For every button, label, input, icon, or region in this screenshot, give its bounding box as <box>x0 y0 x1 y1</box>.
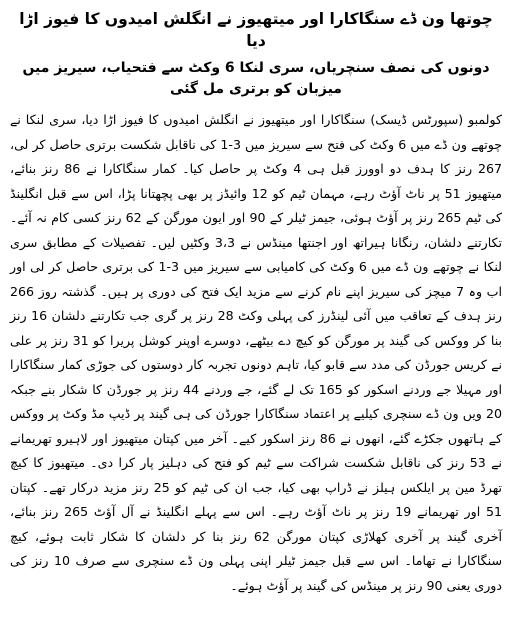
article-headline: چوتھا ون ڈے سنگاکارا اور میتھیوز نے انگلش امیدوں کا فیوز اڑا دیا <box>19 10 493 50</box>
article-body: کولمبو (سپورٹس ڈیسک) سنگاکارا اور میتھیوز نے انگلش امیدوں کا فیوز اڑا دیا، سری لنکا نے چوتھے ون ڈے میں 6 وکٹ کی فتح سے سیریز میں 3-1 کی ناقابل شکست برتری حاصل کر لی، 267 رنز کا ہدف دو اوورز قبل ہی 4 وکٹ پر حاصل کیا۔ کمار سنگاکارا نے 86 رنز بنائے، میتھیوز 51 پر ناٹ آؤٹ رہے، مہمان ٹیم کو 12 وائیڈز پر بھی پچھتانا پڑا، اس سے قبل انگلینڈ کی ٹیم 265 رنز پر آؤٹ ہوئی، جیمز ٹیلر کے 90 اور ایون مورگن کے 62 رنز کسی کام نہ آئے۔ تکارتنے دلشان، رنگانا ہیراتھ اور اجنتھا مینڈس نے 3،3 وکٹیں لیں۔ تفصیلات کے مطابق سری لنکا نے چوتھے ون ڈے میں 6 وکٹ کی کامیابی سے سیریز میں 3-1 کی برتری حاصل کر لی اور اب وہ 7 میچز کی سیریز اپنے نام کرنے سے مزید ایک فتح کی دوری پر ہیں۔ گذشتہ روز 266 رنز ہدف کے تعاقب میں آئی لینڈرز کی پہلی وکٹ 28 رنز پر گری جب تکارتنے دلشان 16 رنز بنا کر ووکس کی گیند پر مورگن کو کیچ دے بیٹھے، دوسرے اوپنر کوشل پریرا کو 31 رنز پر علی نے کریس جورڈن کی مدد سے قابو کیا، تاہم دونوں تجربہ کار دوستوں کی جوڑی کمار سنگاکارا اور مہیلا جے وردنے اسکور کو 165 تک لے گئے، جے وردنے 44 رنز پر جورڈن کا شکار بنے جبکہ 20 ویں ون ڈے سنچری کیلیے پر اعتماد سنگاکارا جورڈن کی ہی گیند پر ڈیپ مڈ وکٹ پر ووکس کے ہاتھوں جکڑے گئے، انھوں نے 86 رنز اسکور کیے۔ آخر میں کپتان میتھیوز اور لاہیرو تھریمانے نے 53 رنز کی ناقابل شکست شراکت سے ٹیم کو فتح کی دہلیز پار کرا دی۔ میتھیوز کا کیچ تھرڈ مین پر ایلکس ہیلز نے ڈراپ بھی کیا، جب ان کی ٹیم کو 25 رنز مزید درکار تھے۔ کپتان 51 اور تھریمانے 19 رنز پر ناٹ آؤٹ رہے۔ اس سے پہلے انگلینڈ نے آل آؤٹ 265 رنز بنائے، آخری گیند پر آخری کھلاڑی کپتان مورگن 62 رنز بنا کر دلشان کا شکار ثابت ہوئے، کیچ سنگاکارا نے تھاما۔ اس سے قبل جیمز ٹیلر اپنی پہلی ون ڈے سنچری سے صرف 10 رنز کی دوری یعنی 90 رنز پر مینڈس کی گیند پر آؤٹ ہوئے۔ <box>10 112 503 593</box>
article-subheadline: دونوں کی نصف سنچریاں، سری لنکا 6 وکٹ سے فتحیاب، سیریز میں میزبان کو برتری مل گئی <box>22 60 490 97</box>
